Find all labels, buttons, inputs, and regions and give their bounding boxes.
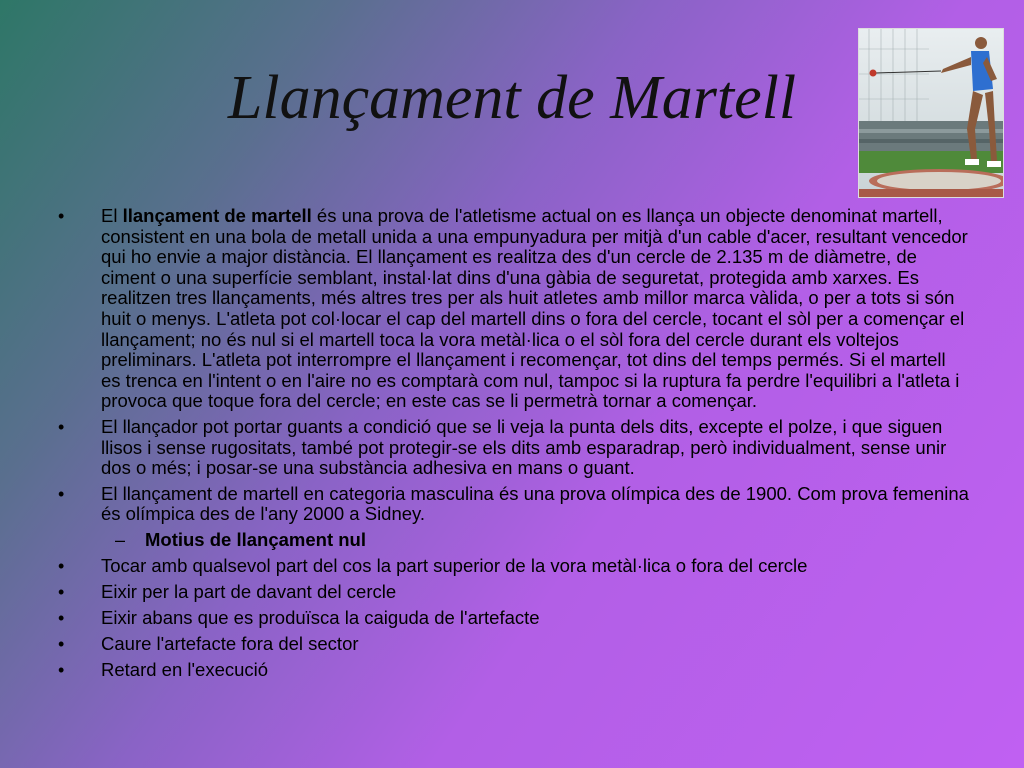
bullet-icon: • <box>58 483 65 504</box>
bullet-icon: • <box>58 634 65 655</box>
bullet-icon: • <box>58 206 65 226</box>
list-item: • Tocar amb qualsevol part del cos la part superior de la vora metàl·lica o fora del cercle <box>58 554 808 576</box>
bullet-icon: • <box>58 607 65 628</box>
slide-title: Llançament de Martell <box>227 64 797 132</box>
list-item: • El llançament de martell és una prova de l'atletisme actual on es llança un objecte denominat martell, consistent en una bola de metall unida a una empunyadura per mitjà d'un cable d'acer, resultant vencedor qui ho envie a major distància. El llançament es realitza des d'un cercle de 2.135 m de diàmetre, de ciment o una superfície semblant, instal·lat dins d'una gàbia de seguretat, protegida amb xarxes. Es realitzen tres llançaments, més altres tres per als huit atletes amb millor marca vàlida, o per a tots si són huit o menys. L'atleta pot col·locar el cap del martell dins o fora del cercle, tocant el sòl per a començar el llançament; no és nul si el martell toca la vora metàl·lica o el sòl fora del cercle durant els voltejos preliminars. L'atleta pot interrompre el llançament i recomençar, tot dins del temps permés. Si el martell es trenca en l'intent o en l'aire no es comptarà com nul, tampoc si la ruptura fa perdre l'equilibri a l'atleta i provoca que toque fora del cercle; en este cas se li permetrà tornar a començar. <box>58 205 968 412</box>
bullet-list <box>58 206 970 681</box>
slide-body <box>58 206 970 686</box>
bullet-icon: • <box>58 555 65 576</box>
list-item: • Retard en l'execució <box>58 659 269 681</box>
list-item: • El llançador pot portar guants a condició que se li veja la punta dels dits, excepte el polze, i que siguen llisos i sense rugositats, també pot protegir-se els dits amb esparadrap, però individualment, sense unir dos o més; i posar-se una substància adhesiva en mans o guant. <box>58 415 947 479</box>
bold-term: llançament de martell <box>122 205 312 226</box>
list-item: • Eixir abans que es produïsca la caiguda de l'artefacte <box>58 606 540 628</box>
sub-heading: – Motius de llançament nul <box>115 528 366 550</box>
list-item: • El llançament de martell en categoria masculina és una prova olímpica des de 1900. Com prova femenina és olímpica des de l'any 2000 a Sidney. <box>58 482 969 525</box>
bullet-icon: • <box>58 660 65 681</box>
list-item: • Caure l'artefacte fora del sector <box>58 633 359 655</box>
dash-icon: – <box>115 529 126 550</box>
bullet-icon: • <box>58 581 65 602</box>
bullet-icon: • <box>58 416 65 437</box>
hammer-thrower-photo <box>858 28 1004 198</box>
list-item: • Eixir per la part de davant del cercle <box>58 580 397 602</box>
